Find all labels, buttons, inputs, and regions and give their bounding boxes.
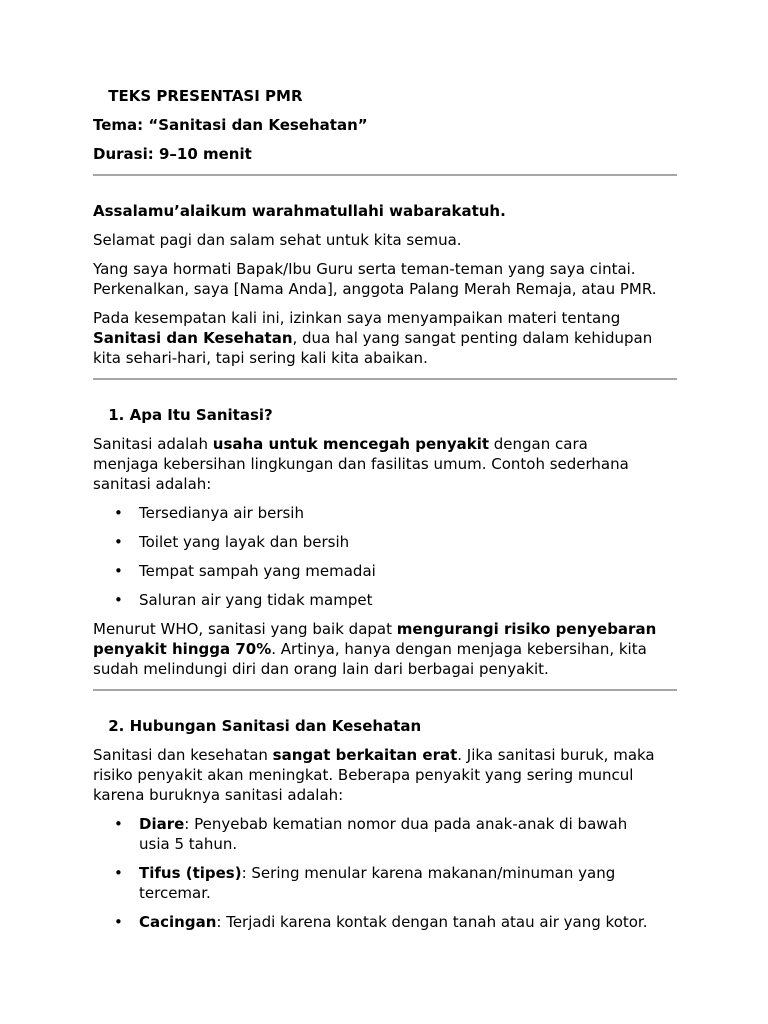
text-line: risiko penyakit akan meningkat. Beberapa penyakit yang sering muncul <box>93 766 634 784</box>
intro-paragraph <box>93 308 677 368</box>
list-item <box>93 912 677 932</box>
text-line: sudah melindungi diri dan orang lain dari berbagai penyakit. <box>93 660 549 678</box>
intro-line: kita sehari-hari, tapi sering kali kita abaikan. <box>93 349 428 367</box>
intro-line: Perkenalkan, saya [Nama Anda], anggota Palang Merah Remaja, atau PMR. <box>93 280 657 298</box>
list-item: • Saluran air yang tidak mampet <box>93 590 677 610</box>
divider <box>93 689 677 691</box>
text-run: dengan cara <box>489 435 588 453</box>
section-heading <box>93 405 677 425</box>
section-paragraph <box>93 745 677 805</box>
list-item-text: : Sering menular karena makanan/minuman yang <box>241 864 616 882</box>
list-item-text: tercemar. <box>139 884 211 902</box>
emphasis: Sanitasi dan Kesehatan <box>93 329 293 347</box>
list-item-term: Diare <box>139 815 185 833</box>
document-body <box>93 86 677 932</box>
list-item: • Toilet yang layak dan bersih <box>93 532 677 552</box>
list-item-term: Cacingan <box>139 913 217 931</box>
intro-paragraph <box>93 259 677 299</box>
text-run: . Jika sanitasi buruk, maka <box>457 746 655 764</box>
document-title-text: TEKS PRESENTASI PMR <box>108 87 303 105</box>
intro-text: , dua hal yang sangat penting dalam kehidupan <box>292 329 653 347</box>
section-paragraph <box>93 619 677 679</box>
duration-line: Durasi: 9–10 menit <box>93 145 252 163</box>
bullet-list <box>93 814 677 932</box>
list-item-text: : Terjadi karena kontak dengan tanah atau air yang kotor. <box>216 913 648 931</box>
divider <box>93 378 677 380</box>
list-item: • Tersedianya air bersih <box>93 503 677 523</box>
intro-paragraph: Selamat pagi dan salam sehat untuk kita semua. <box>93 231 462 249</box>
section-heading <box>93 716 677 736</box>
intro-line: Yang saya hormati Bapak/Ibu Guru serta teman-teman yang saya cintai. <box>93 260 636 278</box>
emphasis: penyakit hingga 70% <box>93 640 272 658</box>
emphasis: sangat berkaitan erat <box>272 746 458 764</box>
section-paragraph <box>93 434 677 494</box>
bullet-list <box>93 503 677 610</box>
greeting: Assalamu’alaikum warahmatullahi wabarakatuh. <box>93 202 506 220</box>
text-run: . Artinya, hanya dengan menjaga kebersihan, kita <box>271 640 647 658</box>
list-item-text: usia 5 tahun. <box>139 835 238 853</box>
text-line: sanitasi adalah: <box>93 475 212 493</box>
emphasis: usaha untuk mencegah penyakit <box>212 435 490 453</box>
text-line: menjaga kebersihan lingkungan dan fasilitas umum. Contoh sederhana <box>93 455 629 473</box>
text-line: karena buruknya sanitasi adalah: <box>93 786 344 804</box>
divider <box>93 174 677 176</box>
list-item <box>93 863 677 903</box>
document-title <box>93 86 677 106</box>
text-run: Sanitasi adalah <box>93 435 213 453</box>
section-heading-text: 1. Apa Itu Sanitasi? <box>108 406 273 424</box>
list-item-text: : Penyebab kematian nomor dua pada anak-anak di bawah <box>184 815 628 833</box>
text-run: Menurut WHO, sanitasi yang baik dapat <box>93 620 397 638</box>
emphasis: mengurangi risiko penyebaran <box>396 620 657 638</box>
intro-line: Pada kesempatan kali ini, izinkan saya menyampaikan materi tentang <box>93 309 621 327</box>
section-heading-text: 2. Hubungan Sanitasi dan Kesehatan <box>108 717 422 735</box>
theme-line: Tema: “Sanitasi dan Kesehatan” <box>93 116 368 134</box>
list-item-term: Tifus (tipes) <box>139 864 242 882</box>
text-run: Sanitasi dan kesehatan <box>93 746 273 764</box>
list-item <box>93 814 677 854</box>
list-item: • Tempat sampah yang memadai <box>93 561 677 581</box>
